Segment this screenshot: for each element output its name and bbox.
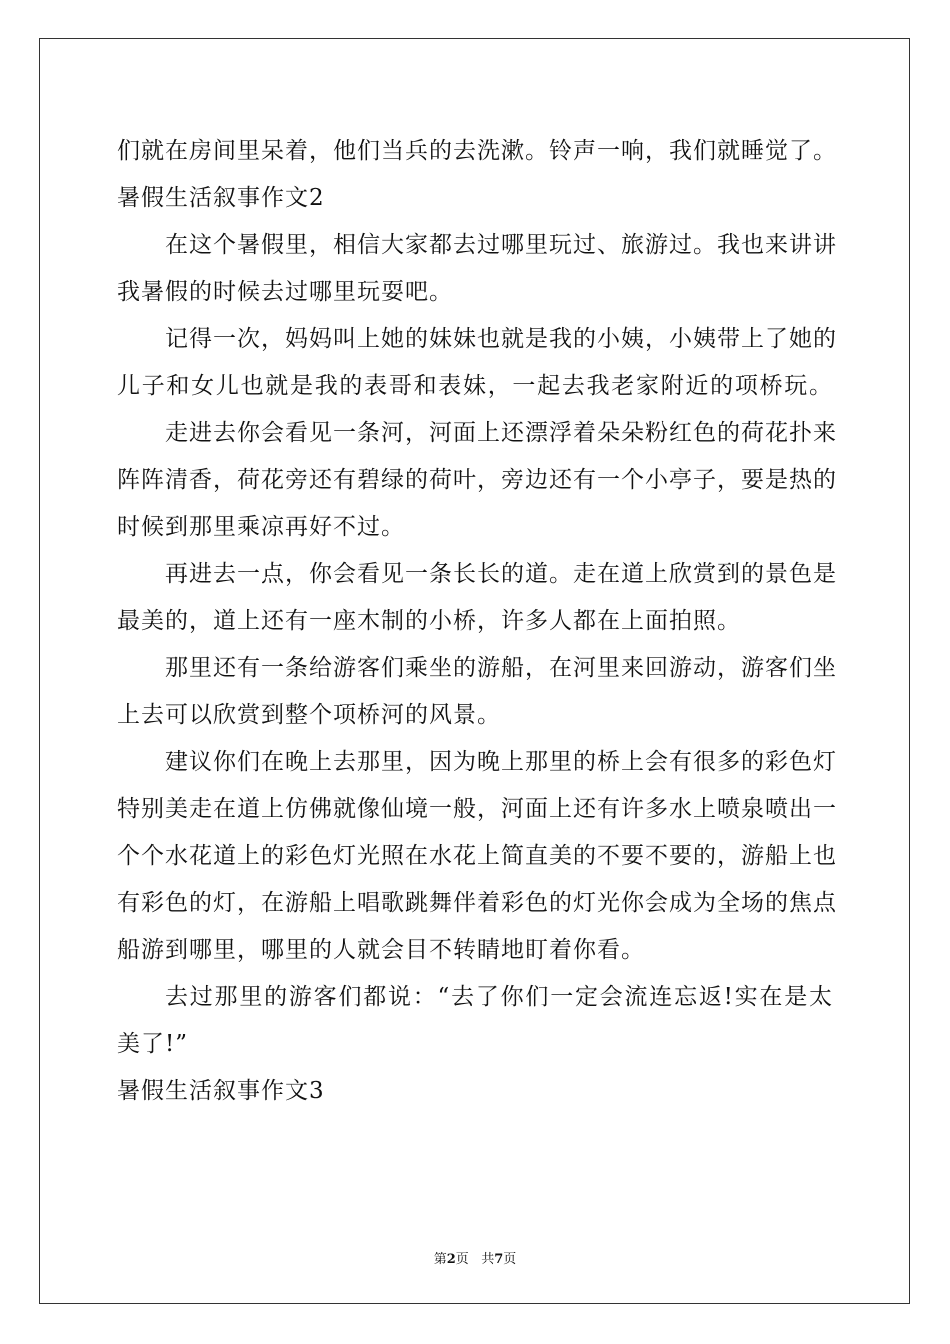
- paragraph-line: 时候到那里乘凉再好不过。: [117, 514, 405, 540]
- footer-total-prefix: 共: [481, 1252, 495, 1267]
- footer-total-pages: 7: [494, 1252, 504, 1267]
- page-footer: [0, 1248, 950, 1267]
- section-heading: 暑假生活叙事作文3: [117, 1078, 325, 1104]
- paragraph-line: 儿子和女儿也就是我的表哥和表妹，一起去我老家附近的项桥玩。: [117, 373, 833, 399]
- paragraph-line: 再进去一点，你会看见一条长长的道。走在道上欣赏到的景色是: [165, 561, 837, 587]
- paragraph-line: 阵阵清香，荷花旁还有碧绿的荷叶，旁边还有一个小亭子，要是热的: [117, 467, 837, 493]
- paragraph-line: 记得一次，妈妈叫上她的妹妹也就是我的小姨，小姨带上了她的: [165, 326, 837, 352]
- paragraph-line: 我暑假的时候去过哪里玩耍吧。: [117, 279, 453, 305]
- paragraph-line: 建议你们在晚上去那里，因为晚上那里的桥上会有很多的彩色灯: [165, 749, 837, 775]
- paragraph-line: 个个水花道上的彩色灯光照在水花上简直美的不要不要的，游船上也: [117, 843, 837, 869]
- paragraph-line: 美了!”: [117, 1031, 189, 1057]
- paragraph-line: 船游到哪里，哪里的人就会目不转睛地盯着你看。: [117, 937, 645, 963]
- paragraph-line: 走进去你会看见一条河，河面上还漂浮着朵朵粉红色的荷花扑来: [165, 420, 837, 446]
- footer-total-suffix: 页: [503, 1252, 517, 1267]
- paragraph-line: 去过那里的游客们都说：“去了你们一定会流连忘返!实在是太: [165, 984, 833, 1010]
- paragraph-line: 们就在房间里呆着，他们当兵的去洗漱。铃声一响，我们就睡觉了。: [117, 138, 837, 164]
- paragraph-line: 在这个暑假里，相信大家都去过哪里玩过、旅游过。我也来讲讲: [165, 232, 837, 258]
- footer-prefix: 第: [433, 1252, 447, 1267]
- document-body: [117, 128, 837, 1115]
- paragraph-line: 最美的，道上还有一座木制的小桥，许多人都在上面拍照。: [117, 608, 741, 634]
- paragraph-line: 上去可以欣赏到整个项桥河的风景。: [117, 702, 501, 728]
- paragraph-line: 有彩色的灯，在游船上唱歌跳舞伴着彩色的灯光你会成为全场的焦点: [117, 890, 837, 916]
- paragraph-line: 特别美走在道上仿佛就像仙境一般，河面上还有许多水上喷泉喷出一: [117, 796, 837, 822]
- section-heading: 暑假生活叙事作文2: [117, 185, 325, 211]
- footer-page-suffix: 页: [455, 1252, 469, 1267]
- paragraph-line: 那里还有一条给游客们乘坐的游船，在河里来回游动，游客们坐: [165, 655, 837, 681]
- footer-page-number: 2: [446, 1252, 456, 1267]
